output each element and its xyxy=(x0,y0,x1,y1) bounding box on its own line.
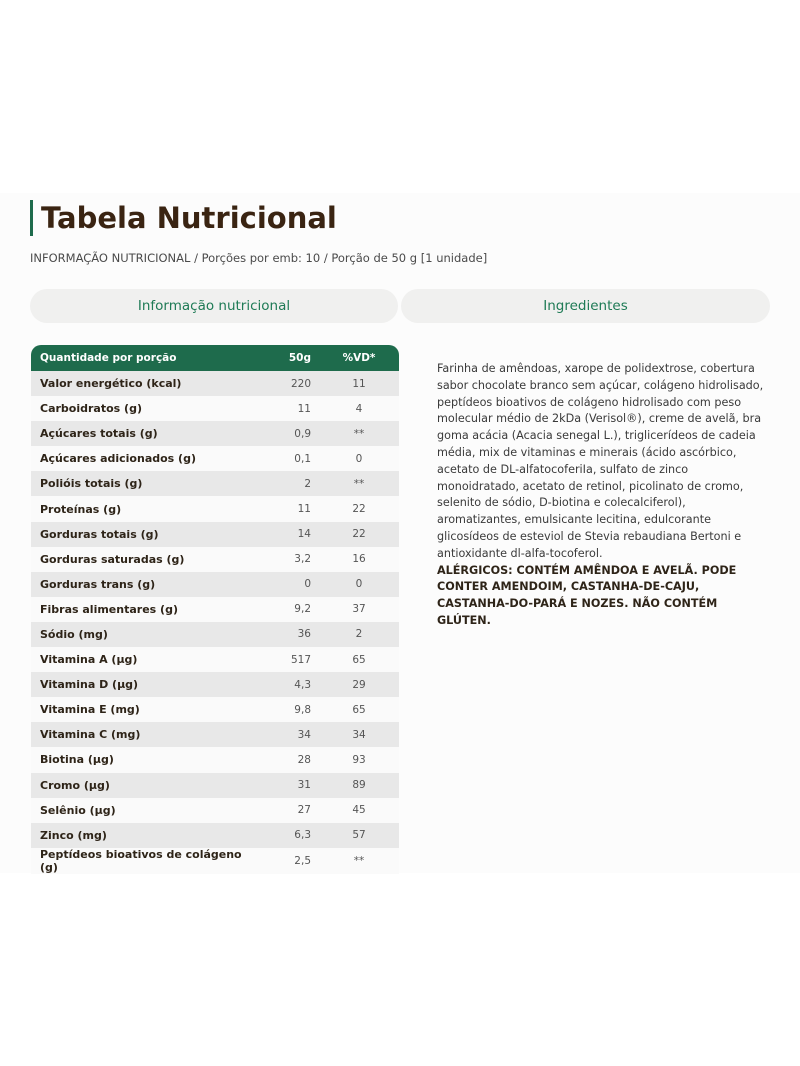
page-subtitle: INFORMAÇÃO NUTRICIONAL / Porções por emb: 10 / Porção de 50 g [1 unidade] xyxy=(30,251,488,265)
nutrient-name: Açúcares totais (g) xyxy=(31,421,242,446)
nutrient-vd: 29 xyxy=(311,672,399,697)
header-vd: %VD* xyxy=(311,345,399,371)
nutrient-name: Gorduras totais (g) xyxy=(31,522,242,547)
table-header-row xyxy=(31,345,399,371)
allergens-notice: ALÉRGICOS: CONTÉM AMÊNDOA E AVELÃ. PODE CONTER AMENDOIM, CASTANHA-DE-CAJU, CASTANHA-DO-PARÁ E NOZES. NÃO CONTÉM GLÚTEN. xyxy=(437,563,737,627)
nutrient-name: Gorduras trans (g) xyxy=(31,572,242,597)
nutrient-name: Fibras alimentares (g) xyxy=(31,597,242,622)
nutrient-amount: 2,5 xyxy=(242,848,311,874)
nutrient-name: Selênio (µg) xyxy=(31,798,242,823)
nutrient-amount: 11 xyxy=(242,396,311,421)
table-row xyxy=(31,773,399,798)
table-row xyxy=(31,496,399,521)
nutrient-vd: 89 xyxy=(311,773,399,798)
nutrient-name: Vitamina C (mg) xyxy=(31,722,242,747)
nutrient-amount: 517 xyxy=(242,647,311,672)
header-amount: 50g xyxy=(242,345,311,371)
nutrient-amount: 31 xyxy=(242,773,311,798)
nutrient-amount: 0,9 xyxy=(242,421,311,446)
nutrient-vd: 57 xyxy=(311,823,399,848)
table-row xyxy=(31,622,399,647)
nutrient-amount: 27 xyxy=(242,798,311,823)
nutrient-name: Vitamina E (mg) xyxy=(31,697,242,722)
nutrient-name: Vitamina D (µg) xyxy=(31,672,242,697)
nutrient-vd: 65 xyxy=(311,647,399,672)
table-row xyxy=(31,446,399,471)
nutrient-name: Peptídeos bioativos de colágeno (g) xyxy=(31,848,242,874)
nutrient-vd: 37 xyxy=(311,597,399,622)
nutrient-amount: 9,8 xyxy=(242,697,311,722)
nutrition-table xyxy=(31,345,399,874)
nutrient-vd: 93 xyxy=(311,747,399,772)
table-row xyxy=(31,522,399,547)
nutrient-vd: ** xyxy=(311,848,399,874)
table-row xyxy=(31,471,399,496)
nutrient-vd: 65 xyxy=(311,697,399,722)
nutrient-amount: 9,2 xyxy=(242,597,311,622)
ingredients-list: Farinha de amêndoas, xarope de polidextrose, cobertura sabor chocolate branco sem açúcar, colágeno hidrolisado, peptídeos bioativos de colágeno hidrolisado com peso molecular médio de 2kDa (Verisol®), creme de avelã, bra goma acácia (Acacia senegal L.), triglicerídeos de cadeia média, mix de vitaminas e minerais (ácido ascórbico, acetato de DL-alfatocoferiIa, sulfato de zinco monoidratado, acetato de retinol, picolinato de cromo, selenito de sódio, D-biotina e colecalciferol), aromatizantes, emulsicante lecitina, edulcorante glicosídeos de esteviol de Stevia rebaudiana Bertoni e antioxidante dl-alfa-tocoferol. xyxy=(437,362,764,560)
table-row xyxy=(31,396,399,421)
nutrient-amount: 0,1 xyxy=(242,446,311,471)
nutrient-name: Biotina (µg) xyxy=(31,747,242,772)
table-row xyxy=(31,798,399,823)
nutrient-vd: 0 xyxy=(311,446,399,471)
table-row xyxy=(31,547,399,572)
nutrient-amount: 14 xyxy=(242,522,311,547)
nutrient-vd: 45 xyxy=(311,798,399,823)
table-body xyxy=(31,371,399,874)
nutrient-vd: 0 xyxy=(311,572,399,597)
nutrient-amount: 28 xyxy=(242,747,311,772)
nutrient-amount: 11 xyxy=(242,496,311,521)
table-row xyxy=(31,747,399,772)
nutrient-name: Sódio (mg) xyxy=(31,622,242,647)
nutrient-name: Vitamina A (µg) xyxy=(31,647,242,672)
nutrient-vd: 16 xyxy=(311,547,399,572)
nutrient-name: Proteínas (g) xyxy=(31,496,242,521)
nutrient-amount: 34 xyxy=(242,722,311,747)
header-quantity: Quantidade por porção xyxy=(31,345,242,371)
nutrient-name: Zinco (mg) xyxy=(31,823,242,848)
table-row xyxy=(31,371,399,396)
table-row xyxy=(31,848,399,874)
page-title: Tabela Nutricional xyxy=(41,201,337,235)
ingredients-text-block xyxy=(437,361,772,630)
table-row xyxy=(31,672,399,697)
nutrient-name: Gorduras saturadas (g) xyxy=(31,547,242,572)
table-row xyxy=(31,572,399,597)
nutrient-vd: 22 xyxy=(311,522,399,547)
nutrient-name: Cromo (µg) xyxy=(31,773,242,798)
nutrient-amount: 36 xyxy=(242,622,311,647)
nutrient-name: Polióis totais (g) xyxy=(31,471,242,496)
table-row xyxy=(31,647,399,672)
nutrient-name: Valor energético (kcal) xyxy=(31,371,242,396)
title-bar xyxy=(30,200,337,236)
tab-ingredients[interactable]: Ingredientes xyxy=(401,289,770,323)
table-row xyxy=(31,597,399,622)
nutrient-amount: 4,3 xyxy=(242,672,311,697)
tab-nutrition-info[interactable]: Informação nutricional xyxy=(30,289,398,323)
nutrient-vd: ** xyxy=(311,421,399,446)
table-row xyxy=(31,823,399,848)
nutrient-amount: 220 xyxy=(242,371,311,396)
nutrient-amount: 3,2 xyxy=(242,547,311,572)
nutrient-vd: ** xyxy=(311,471,399,496)
nutrient-name: Açúcares adicionados (g) xyxy=(31,446,242,471)
table-row xyxy=(31,421,399,446)
nutrient-amount: 6,3 xyxy=(242,823,311,848)
nutrient-amount: 0 xyxy=(242,572,311,597)
nutrient-name: Carboidratos (g) xyxy=(31,396,242,421)
nutrient-vd: 4 xyxy=(311,396,399,421)
nutrient-vd: 22 xyxy=(311,496,399,521)
nutrient-vd: 11 xyxy=(311,371,399,396)
table-row xyxy=(31,697,399,722)
nutrient-amount: 2 xyxy=(242,471,311,496)
nutrient-vd: 34 xyxy=(311,722,399,747)
nutrient-vd: 2 xyxy=(311,622,399,647)
table-row xyxy=(31,722,399,747)
